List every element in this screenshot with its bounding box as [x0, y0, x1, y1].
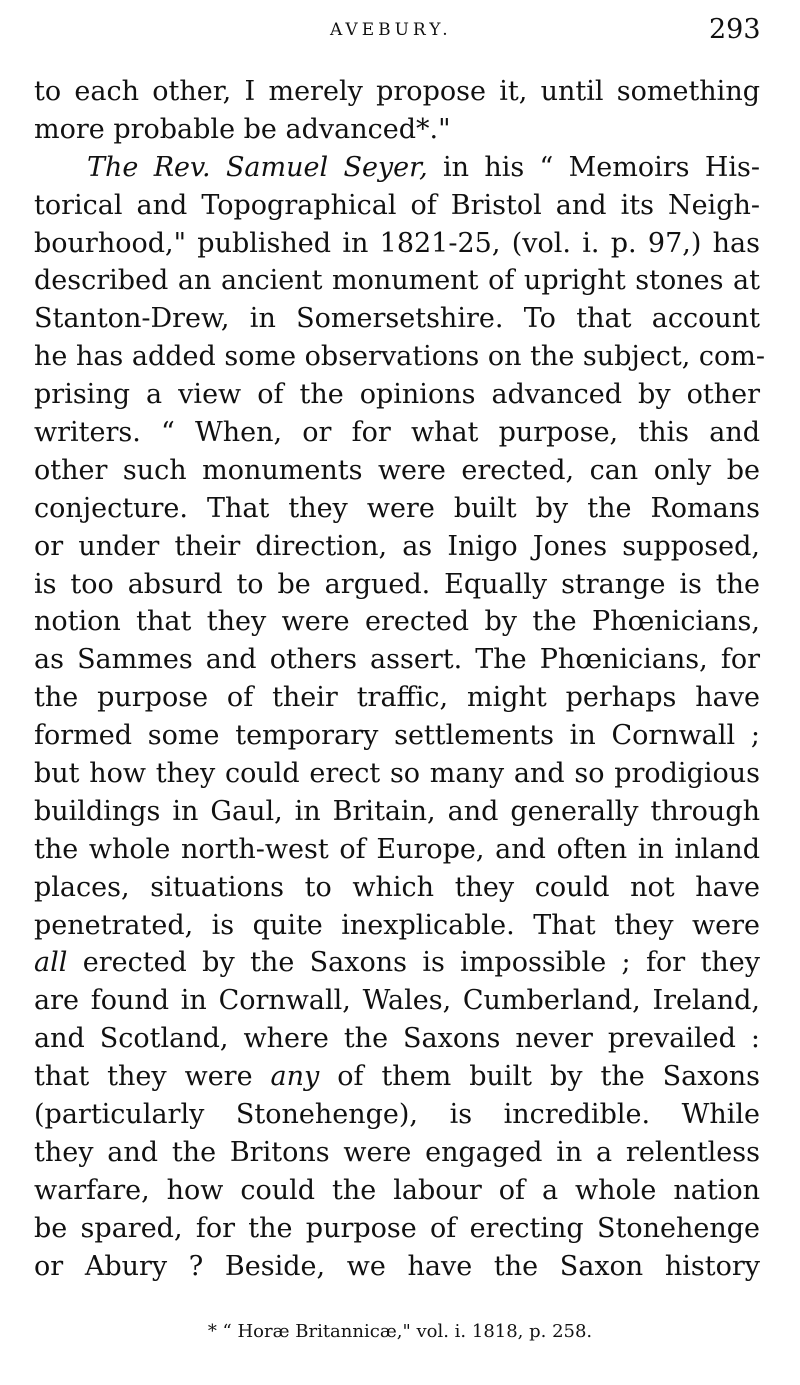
- text-run: be spared, for the purpose of erecting Stonehenge: [34, 1212, 760, 1244]
- text-run: described an ancient monument of upright stones at: [34, 265, 760, 297]
- text-run: (particularly Stonehenge), is incredible. While: [34, 1099, 760, 1131]
- text-line: [34, 755, 760, 793]
- text-run: are found in Cornwall, Wales, Cumberland, Ireland,: [34, 985, 760, 1017]
- text-run: or Abury ? Beside, we have the Saxon history: [34, 1250, 760, 1282]
- text-run: bourhood," published in 1821-25, (vol. i. p. 97,) has: [34, 227, 760, 259]
- text-line: [34, 869, 760, 907]
- text-run: all: [34, 947, 68, 979]
- text-line: [34, 262, 760, 300]
- text-line: [34, 907, 760, 945]
- running-title: AVEBURY.: [330, 20, 452, 40]
- text-line: [34, 831, 760, 869]
- text-run: The Rev. Samuel Seyer,: [87, 151, 428, 183]
- text-line: [34, 793, 760, 831]
- text-run: the whole north-west of Europe, and often in inland: [34, 833, 760, 865]
- text-run: places, situations to which they could not have: [34, 871, 760, 903]
- text-run: or under their direction, as Inigo Jones supposed,: [34, 530, 760, 562]
- text-run: buildings in Gaul, in Britain, and generally through: [34, 795, 760, 827]
- footnote: [0, 1321, 800, 1342]
- text-line: [34, 641, 760, 679]
- text-run: that they were: [34, 1061, 271, 1093]
- text-run: Stanton-Drew, in Somersetshire. To that account: [34, 303, 760, 335]
- text-run: writers. “ When, or for what purpose, this and: [34, 417, 760, 449]
- text-line: [34, 1020, 760, 1058]
- text-line: [34, 73, 760, 111]
- text-line: [34, 490, 760, 528]
- text-line: [34, 111, 760, 149]
- text-line: [34, 1172, 760, 1210]
- text-run: notion that they were erected by the Phœnicians,: [34, 606, 760, 638]
- text-run: in his “ Memoirs His-: [427, 151, 760, 183]
- text-run: other such monuments were erected, can only be: [34, 454, 760, 486]
- text-line: [34, 1248, 760, 1286]
- text-line: [34, 376, 760, 414]
- text-line: [34, 566, 760, 604]
- text-run: and Scotland, where the Saxons never prevailed :: [34, 1023, 760, 1055]
- text-line: [34, 982, 760, 1020]
- text-line: [34, 1210, 760, 1248]
- text-line: [34, 1058, 760, 1096]
- footnote-text: * “ Horæ Britannicæ," vol. i. 1818, p. 258.: [207, 1321, 593, 1342]
- text-line: [34, 414, 760, 452]
- text-line: [34, 338, 766, 376]
- text-run: prising a view of the opinions advanced by other: [34, 379, 760, 411]
- text-run: formed some temporary settlements in Cornwall ;: [34, 720, 760, 752]
- text-line: [34, 149, 760, 187]
- body-text: [34, 73, 766, 1286]
- text-line: [34, 717, 760, 755]
- text-run: warfare, how could the labour of a whole nation: [34, 1174, 760, 1206]
- text-run: as Sammes and others assert. The Phœnicians, for: [34, 644, 760, 676]
- text-run: penetrated, is quite inexplicable. That they were: [34, 909, 760, 941]
- text-line: [34, 1134, 760, 1172]
- page-number: 293: [709, 14, 761, 45]
- text-run: they and the Britons were engaged in a relentless: [34, 1136, 760, 1168]
- text-run: conjecture. That they were built by the Romans: [34, 492, 760, 524]
- text-run: he has added some observations on the subject, com-: [34, 341, 766, 373]
- text-run: torical and Topographical of Bristol and its Neigh-: [34, 189, 760, 221]
- text-line: [34, 528, 760, 566]
- text-run: more probable be advanced*.": [34, 113, 451, 145]
- text-run: any: [270, 1061, 320, 1093]
- text-line: [34, 225, 760, 263]
- text-line: [34, 944, 760, 982]
- text-line: [34, 603, 760, 641]
- text-run: to each other, I merely propose it, until something: [34, 76, 760, 107]
- text-run: but how they could erect so many and so prodigious: [34, 758, 760, 790]
- text-run: erected by the Saxons is impossible ; for they: [67, 947, 760, 979]
- text-line: [34, 300, 760, 338]
- text-run: is too absurd to be argued. Equally strange is the: [34, 568, 760, 600]
- text-run: the purpose of their traffic, might perhaps have: [34, 682, 760, 714]
- text-line: [34, 679, 760, 717]
- text-line: [34, 452, 760, 490]
- text-line: [34, 187, 760, 225]
- running-head: [0, 14, 800, 44]
- text-line: [34, 1096, 760, 1134]
- text-run: of them built by the Saxons: [319, 1061, 760, 1093]
